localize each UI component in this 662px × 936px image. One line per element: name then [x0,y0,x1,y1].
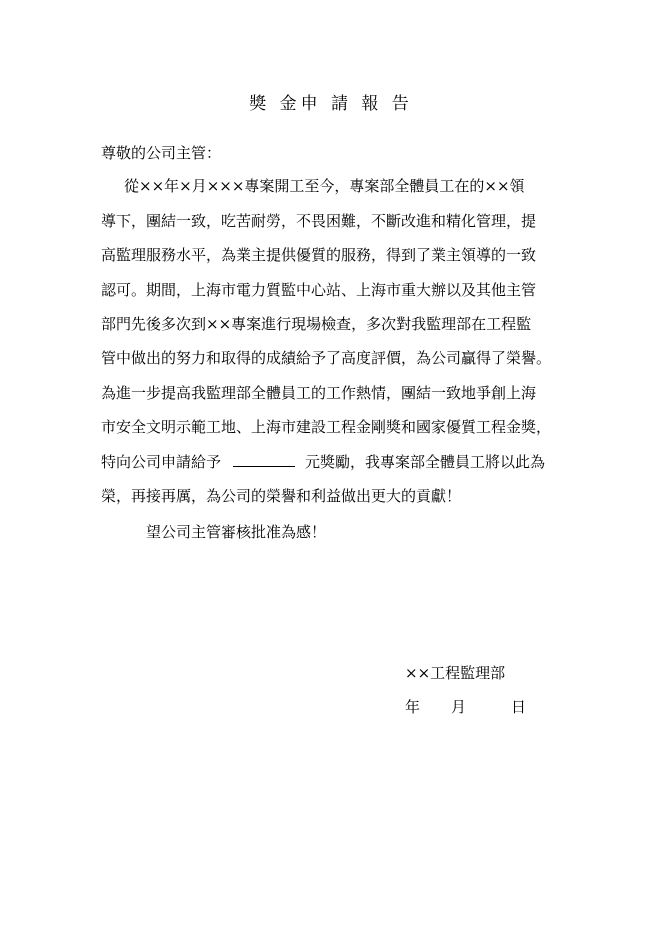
body-line-5: 部門先後多次到××專案進行現場檢查，多次對我監理部在工程監 [101,315,532,333]
body-line-9 [101,452,545,472]
body-line-8: 市安全文明示範工地、上海市建設工程金剛獎和國家優質工程金獎， [101,418,552,436]
signature-date [405,696,526,717]
date-day: 日 [511,698,527,716]
date-year: 年 [405,698,421,716]
body-line-3: 高監理服務水平，為業主提供優質的服務，得到了業主領導的一致 [101,246,537,264]
body-line-7: 為進一步提高我監理部全體員工的工作熱情，團結一致地爭創上海 [101,384,537,402]
body-line-6: 管中做出的努力和取得的成績給予了高度評價，為公司贏得了榮譽。 [101,349,552,367]
salutation: 尊敬的公司主管： [101,144,222,162]
date-month: 月 [451,698,467,716]
body-line-10: 榮，再接再厲，為公司的榮譽和利益做出更大的貢獻！ [101,487,462,505]
body-line-2: 導下，團結一致，吃苦耐勞，不畏困難，不斷改進和精化管理，提 [101,212,537,230]
signature-department: ××工程監理部 [405,664,506,682]
document-title: 獎 金申 請 報 告 [249,94,413,114]
amount-blank-underline [233,452,295,467]
body-line-4: 認可。期間，上海市電力質監中心站、上海市重大辦以及其他主管 [101,281,537,299]
body-line-9-suffix: 元獎勵，我專案部全體員工將以此為 [305,453,546,471]
body-line-1: 從××年×月×××專案開工至今，專案部全體員工在的××領 [124,177,525,195]
closing-line: 望公司主管審核批准為感！ [146,523,327,541]
body-line-9-prefix: 特向公司申請給予 [101,453,222,471]
